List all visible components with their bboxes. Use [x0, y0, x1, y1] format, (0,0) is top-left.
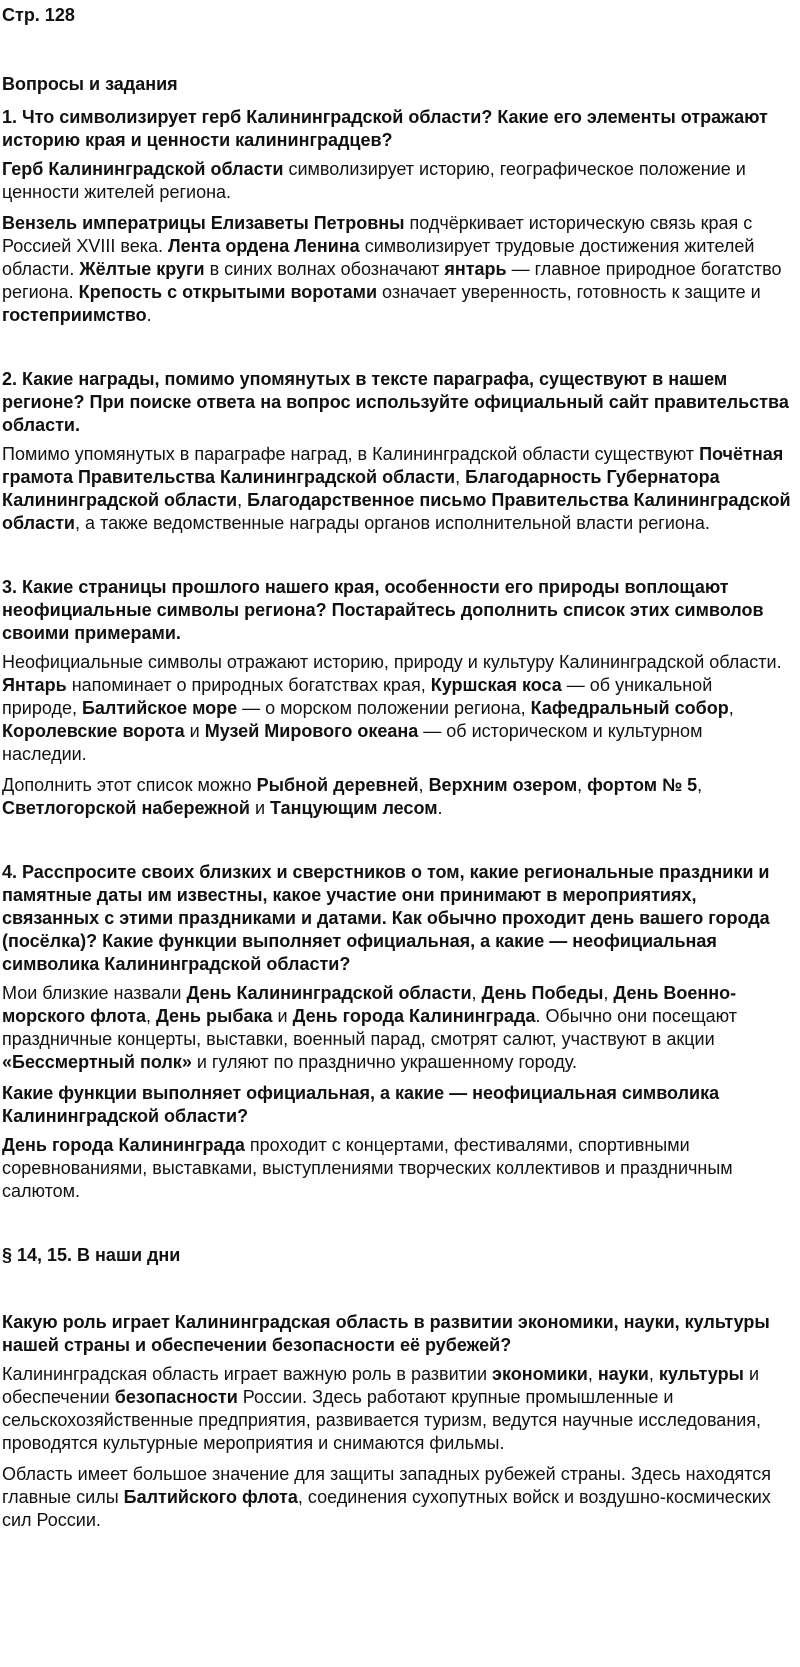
bold-term: экономики	[492, 1364, 588, 1384]
text-run: ,	[577, 775, 588, 795]
bold-term: Герб Калининградской области	[2, 159, 284, 179]
text-run: — об историческом и культурном наследии.	[2, 721, 703, 764]
bold-term: День рыбака	[156, 1006, 273, 1026]
question-block-4	[2, 861, 792, 1203]
text-run: Область имеет большое значение для защиты западных рубежей страны. Здесь находятся главные силы	[2, 1464, 772, 1507]
bold-term: фортом № 5	[587, 775, 698, 795]
text-run: ,	[587, 1364, 598, 1384]
bold-term: День Победы	[481, 983, 604, 1003]
bold-term: День Военно-морского флота	[2, 983, 737, 1026]
section-14-15-title: § 14, 15. В наши дни	[2, 1245, 181, 1265]
text-run: Мои близкие назвали	[2, 983, 187, 1003]
text-run: .	[437, 798, 443, 818]
bold-term: День города Калининграда	[292, 1006, 536, 1026]
text-run: символизирует трудовые достижения жителей области.	[2, 236, 755, 279]
question-3: 3. Какие страницы прошлого нашего края, особенности его природы воплощают неофициальные символы региона? Постарайтесь дополнить список этих символов своими примерами.	[2, 577, 764, 643]
bold-term: Рыбной деревней	[256, 775, 419, 795]
bold-term: Светлогорской набережной	[2, 798, 250, 818]
question-block-3	[2, 576, 792, 820]
section-title: Вопросы и задания	[2, 74, 178, 94]
question-1: 1. Что символизирует герб Калининградской области? Какие его элементы отражают историю края и ценности калининградцев?	[2, 107, 768, 150]
text-run: и обеспечении	[2, 1364, 759, 1407]
text-run: России. Здесь работают крупные промышленные и сельскохозяйственные предприятия, развивается туризм, ведутся научные исследования, проводятся культурные мероприятия и снимаются фильмы.	[2, 1387, 762, 1453]
text-run: ,	[471, 983, 482, 1003]
section-14-15	[2, 1244, 792, 1532]
text-run: напоминает о природных богатствах края,	[66, 675, 431, 695]
bold-term: гостеприимство	[2, 305, 147, 325]
bold-term: Благодарность Губернатора Калининградской области	[2, 467, 720, 510]
bold-term: янтарь	[444, 259, 507, 279]
text-run: Дополнить этот список можно	[2, 775, 257, 795]
text-run: проходит с концертами, фестивалями, спортивными соревнованиями, выставками, выступлениями творческих коллективов и праздничным салютом.	[2, 1135, 733, 1201]
answer-2-paragraph-1	[2, 443, 792, 535]
question-block-2	[2, 368, 792, 535]
text-run: и	[249, 798, 271, 818]
bold-term: День Калининградской области	[186, 983, 472, 1003]
text-run: ,	[145, 1006, 156, 1026]
bold-term: Балтийского флота	[123, 1487, 298, 1507]
text-run: .	[146, 305, 152, 325]
section-14-15-question: Какую роль играет Калининградская область в развитии экономики, науки, культуры нашей страны и обеспечении безопасности её рубежей?	[2, 1312, 770, 1355]
bold-term: Почётная грамота Правительства Калининградской области	[2, 444, 784, 487]
text-run: — о морском положении региона,	[237, 698, 531, 718]
text-run: Калининградская область играет важную роль в развитии	[2, 1364, 493, 1384]
bold-term: культуры	[658, 1364, 744, 1384]
text-run: Неофициальные символы отражают историю, природу и культуру Калининградской области.	[2, 652, 782, 672]
answer-4-paragraph-1	[2, 982, 792, 1074]
text-run: — об уникальной природе,	[2, 675, 713, 718]
section-14-15-paragraph-1	[2, 1363, 792, 1455]
text-run: — главное природное богатство региона.	[2, 259, 782, 302]
bold-term: Крепость с открытыми воротами	[78, 282, 378, 302]
text-run: . Обычно они посещают праздничные концерты, выставки, военный парад, смотрят салют, участвуют в акции	[2, 1006, 738, 1049]
text-run: , а также ведомственные награды органов исполнительной власти региона.	[75, 513, 710, 533]
text-run: ,	[455, 467, 466, 487]
bold-term: Балтийское море	[81, 698, 238, 718]
answer-1-paragraph-2	[2, 212, 792, 327]
question-block-1	[2, 106, 792, 327]
text-run: ,	[697, 775, 703, 795]
bold-term: Лента ордена Ленина	[168, 236, 360, 256]
text-run: означает уверенность, готовность к защите и	[377, 282, 761, 302]
answer-3-paragraph-2	[2, 774, 792, 820]
bold-term: Жёлтые круги	[79, 259, 205, 279]
bold-term: Кафедральный собор	[530, 698, 729, 718]
bold-term: Янтарь	[2, 675, 67, 695]
bold-term: День города Калининграда	[2, 1135, 245, 1155]
question-2: 2. Какие награды, помимо упомянутых в тексте параграфа, существуют в нашем регионе? При поиске ответа на вопрос используйте официальный сайт правительства области.	[2, 369, 789, 435]
section-14-15-paragraph-2	[2, 1463, 792, 1532]
answer-1-paragraph-1	[2, 158, 792, 204]
answer-3-paragraph-1	[2, 651, 792, 766]
bold-term: «Бессмертный полк»	[2, 1052, 192, 1072]
text-run: ,	[237, 490, 248, 510]
question-4-subquestion: Какие функции выполняет официальная, а какие — неофициальная символика Калининградской области?	[2, 1083, 720, 1126]
text-run: , соединения сухопутных войск и воздушно-космических сил России.	[2, 1487, 771, 1530]
text-run: ,	[603, 983, 614, 1003]
text-run: Помимо упомянутых в параграфе наград, в Калининградской области существуют	[2, 444, 700, 464]
bold-term: Куршская коса	[430, 675, 562, 695]
text-run: в синих волнах обозначают	[204, 259, 445, 279]
text-run: и	[184, 721, 205, 741]
bold-term: Вензель императрицы Елизаветы Петровны	[2, 213, 405, 233]
text-run: ,	[648, 1364, 659, 1384]
bold-term: Благодарственное письмо Правительства Калининградской области	[2, 490, 791, 533]
answer-4-paragraph-2	[2, 1134, 792, 1203]
bold-term: безопасности	[114, 1387, 238, 1407]
bold-term: Музей Мирового океана	[204, 721, 419, 741]
question-4: 4. Расспросите своих близких и сверстников о том, какие региональные праздники и памятные даты им известны, какое участие они принимают в мероприятиях, связанных с этими праздниками и датами. Как обычно проходит день вашего города (посёлка)? Какие функции выполняет официальная, а какие — неофициальная символика Калининградской области?	[2, 862, 770, 974]
bold-term: Королевские ворота	[2, 721, 185, 741]
text-run: и	[272, 1006, 293, 1026]
bold-term: Танцующим лесом	[270, 798, 438, 818]
text-run: символизирует историю, географическое положение и ценности жителей региона.	[2, 159, 746, 202]
text-run: ,	[728, 698, 734, 718]
text-run: и гуляют по празднично украшенному городу.	[191, 1052, 577, 1072]
bold-term: науки	[597, 1364, 649, 1384]
page-label: Стр. 128	[2, 5, 75, 25]
text-run: подчёркивает историческую связь края с Россией XVIII века.	[2, 213, 753, 256]
text-run: ,	[418, 775, 429, 795]
bold-term: Верхним озером	[428, 775, 578, 795]
